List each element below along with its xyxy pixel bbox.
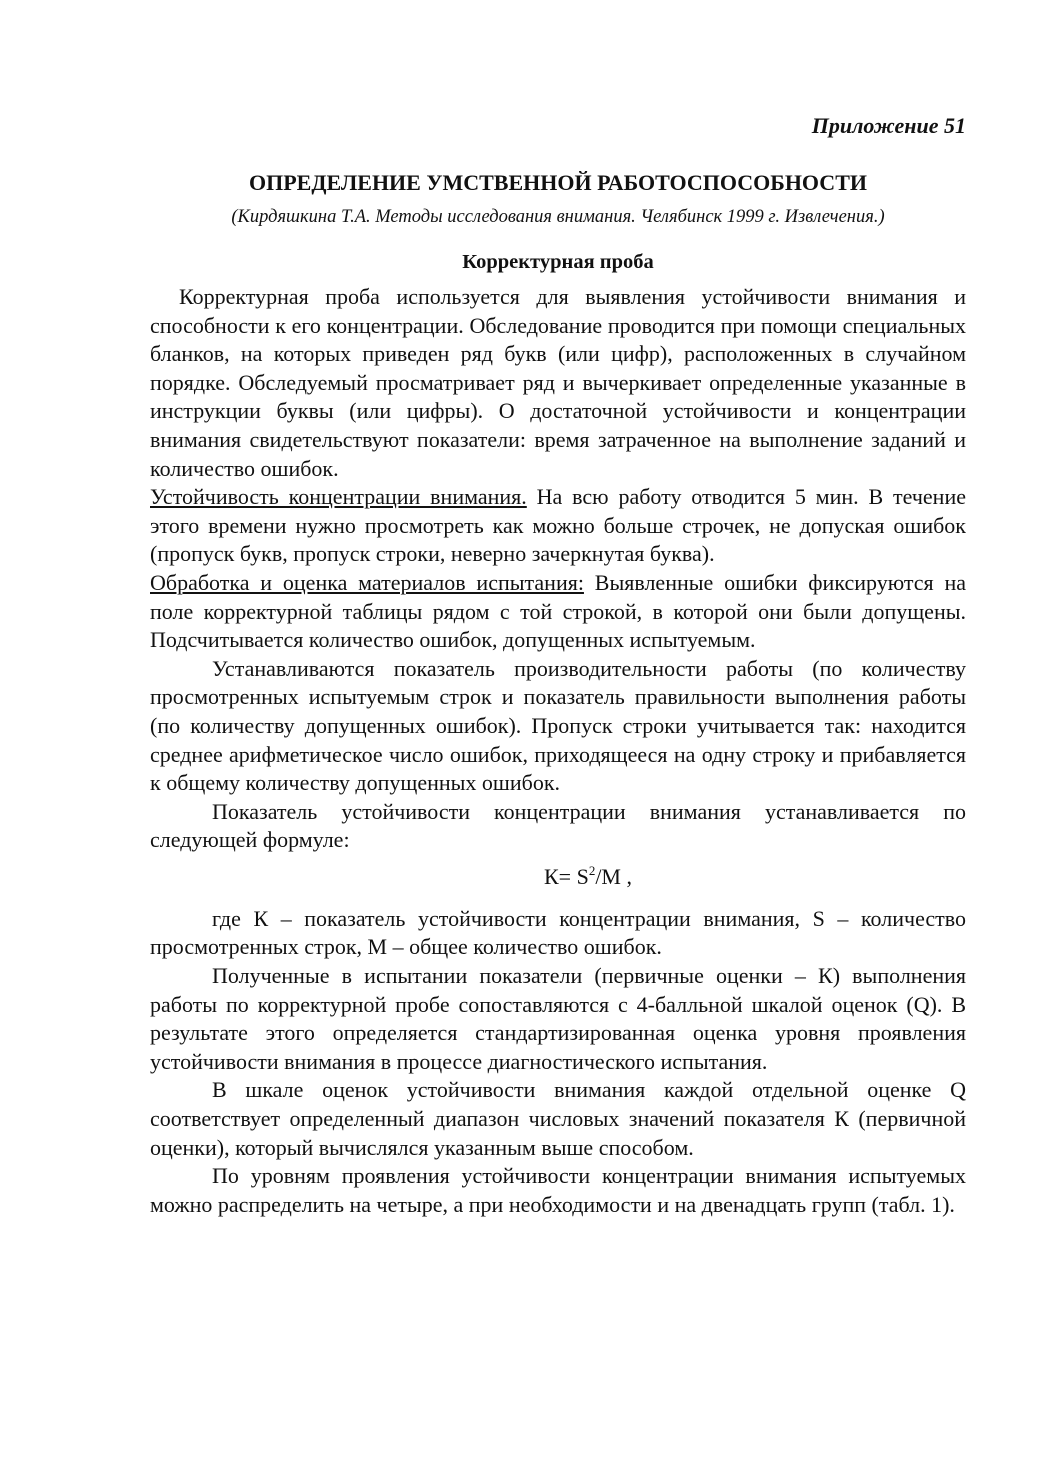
processing-text: Выявленные ошибки фиксируются на поле корректурной таблицы рядом с той строкой, в которой они были допущены. Подсчитывается количество ошибок, допущенных испытуемым. [150,569,966,653]
paragraph-groups: По уровням проявления устойчивости концентрации внимания испытуемых можно распределить на четыре, а при необходимости и на двенадцать групп (табл. 1). [150,1163,966,1217]
processing-heading: Обработка и оценка материалов испытания: [150,569,584,595]
stability-text: На всю работу отводится 5 мин. В течение этого времени нужно просмотреть как можно больше строчек, не допуская ошибок (пропуск букв, пропуск строки, неверно зачеркнутая буква). [150,484,966,567]
formula-exponent: 2 [588,862,596,878]
paragraph-stability [150,483,966,569]
stability-heading: Устойчивость концентрации внимания. [150,484,527,510]
formula [150,863,966,891]
paragraph-formula-intro: Показатель устойчивости концентрации внимания устанавливается по следующей формуле: [150,798,966,853]
paragraph-processing [150,569,966,655]
paragraph-intro: Корректурная проба используется для выявления устойчивости внимания и способности к его концентрации. Обследование проводится при помощи специальных бланков, на которых приведен ряд букв (или цифр), расположенных в случайном порядке. Обследуемый просматривает ряд и вычеркивает определенные указанные в инструкции буквы (или цифры). О достаточной устойчивости и концентрации внимания свидетельствуют показатели: время затраченное на выполнение заданий и количество ошибок. [150,284,966,481]
document-title: ОПРЕДЕЛЕНИЕ УМСТВЕННОЙ РАБОТОСПОСОБНОСТИ [249,170,867,195]
formula-right: /М , [595,863,632,889]
source-citation: (Кирдяшкина Т.А. Методы исследования внимания. Челябинск 1999 г. Извлечения.) [231,207,885,227]
paragraph-formula-legend: где К – показатель устойчивости концентрации внимания, S – количество просмотренных строк, М – общее количество ошибок. [150,905,966,960]
paragraph-scale: Полученные в испытании показатели (первичные оценки – К) выполнения работы по корректурной пробе сопоставляются с 4-балльной шкалой оценок (Q). В результате этого определяется стандартизированная оценка уровня проявления устойчивости внимания в процессе диагностического испытания. [150,963,966,1074]
appendix-label: Приложение 51 [811,113,966,138]
paragraph-score-range: В шкале оценок устойчивости внимания каждой отдельной оценке Q соответствует определенный диапазон числовых значений показателя К (первичной оценки), который вычислялся указанным выше способом. [150,1077,966,1160]
paragraph-indicators: Устанавливаются показатель производительности работы (по количеству просмотренных испытуемым строк и показатель правильности выполнения работы (по количеству допущенных ошибок). Пропуск строки учитывается так: находится среднее арифметическое число ошибок, приходящееся на одну строку и прибавляется к общему количеству допущенных ошибок. [150,655,966,796]
section-heading: Корректурная проба [462,251,654,273]
formula-left: К= S [543,863,589,889]
